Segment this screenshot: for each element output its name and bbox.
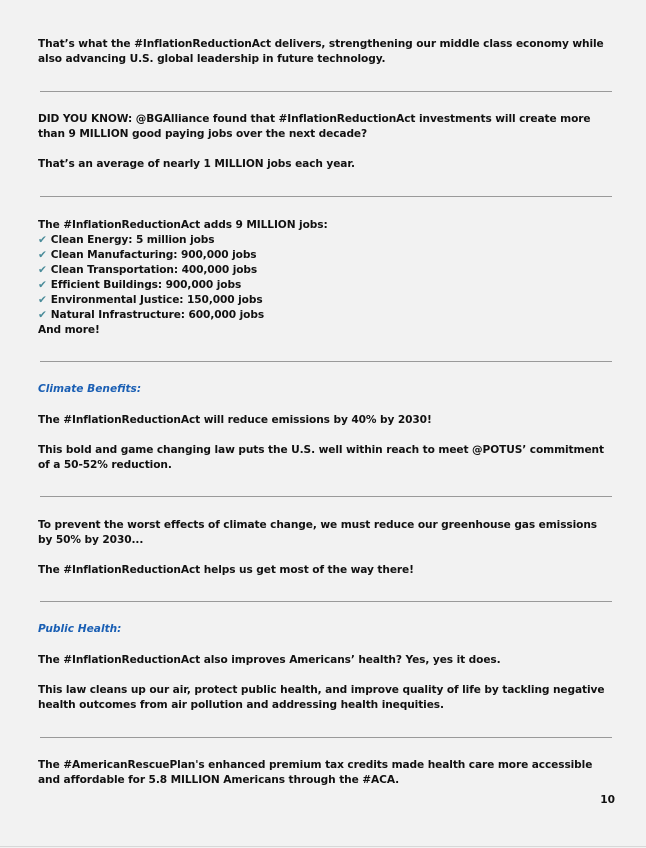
improves-text: The #InflationReductionAct also improves Americans’ health? Yes, yes it does. [38,654,501,666]
job-item: ✔ Natural Infrastructure: 600,000 jobs [38,309,265,321]
job-item: ✔ Clean Transportation: 400,000 jobs [38,264,258,276]
intro-paragraph [38,37,614,67]
divider [40,496,612,497]
rescue-section [38,758,614,788]
job-item: ✔ Clean Manufacturing: 900,000 jobs [38,249,257,261]
rescue-text: The #AmericanRescuePlan's enhanced premium tax credits made health care more accessible and affordable for 5.8 MILLION Americans through the #ACA. [38,759,593,786]
didyouknow-section [38,112,614,172]
emissions-text: The #InflationReductionAct will reduce emissions by 40% by 2030! [38,414,432,426]
helps-text: The #InflationReductionAct helps us get most of the way there! [38,564,414,576]
page-number: 10 [600,794,615,806]
divider [40,361,612,362]
checkmark-icon: ✔ [38,279,47,291]
intro-text: That’s what the #InflationReductionAct delivers, strengthening our middle class economy while also advancing U.S. global leadership in future technology. [38,38,604,65]
job-item: ✔ Efficient Buildings: 900,000 jobs [38,279,242,291]
job-item: ✔ Clean Energy: 5 million jobs [38,234,215,246]
checkmark-icon: ✔ [38,264,47,276]
bold-law-text: This bold and game changing law puts the U.S. well within reach to meet @POTUS’ commitment of a 50-52% reduction. [38,444,604,471]
climate-section [38,413,614,473]
prevent-text: To prevent the worst effects of climate change, we must reduce our greenhouse gas emissions by 50% by 2030... [38,519,597,546]
jobs-section [38,218,614,338]
average-text: That’s an average of nearly 1 MILLION jobs each year. [38,158,355,170]
divider [40,737,612,738]
health-heading: Public Health: [38,623,122,635]
divider [40,196,612,197]
jobs-intro: The #InflationReductionAct adds 9 MILLION jobs: [38,219,328,231]
checkmark-icon: ✔ [38,294,47,306]
checkmark-icon: ✔ [38,249,47,261]
checkmark-icon: ✔ [38,234,47,246]
health-section [38,653,614,713]
cleans-text: This law cleans up our air, protect public health, and improve quality of life by tackling negative health outcomes from air pollution and addressing health inequities. [38,684,605,711]
divider [40,601,612,602]
climate-heading: Climate Benefits: [38,383,142,395]
checkmark-icon: ✔ [38,309,47,321]
job-item: ✔ Environmental Justice: 150,000 jobs [38,294,263,306]
and-more: And more! [38,324,100,336]
didyouknow-text: DID YOU KNOW: @BGAlliance found that #InflationReductionAct investments will create more than 9 MILLION good paying jobs over the next decade? [38,113,591,140]
divider [40,91,612,92]
prevent-section [38,518,614,578]
